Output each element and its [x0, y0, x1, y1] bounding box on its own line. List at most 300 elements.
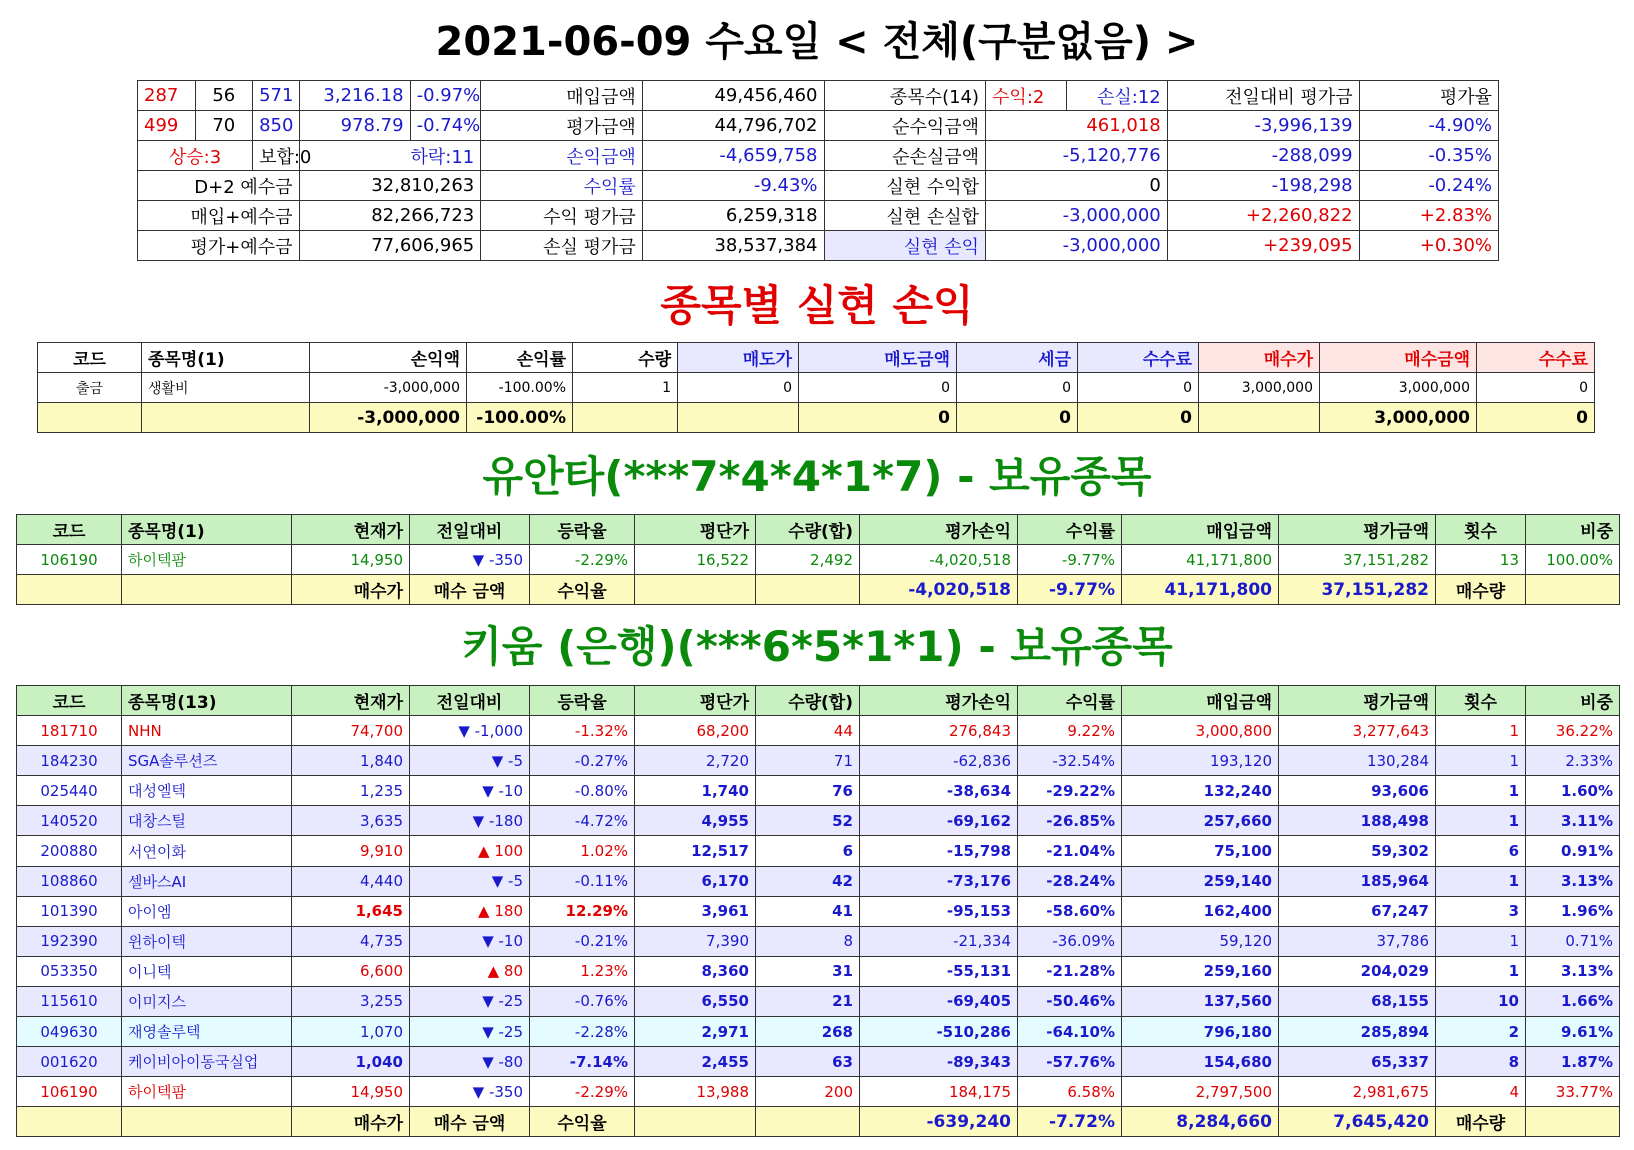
- summary-cell: 0: [986, 171, 1168, 201]
- pl-cell: -69,405: [860, 986, 1018, 1016]
- pl-cell: -38,634: [860, 776, 1018, 806]
- summary-cell: 3,216.18: [299, 81, 410, 111]
- col-header: 매수가: [1199, 343, 1320, 373]
- avg-price-cell: 3,961: [635, 896, 756, 926]
- eval-amount-cell: 68,155: [1279, 986, 1436, 1016]
- name-cell: 케이비아이동국실업: [122, 1047, 292, 1077]
- pl-cell: -73,176: [860, 866, 1018, 896]
- total-label: 수익율: [530, 575, 635, 605]
- total-row: [38, 403, 1595, 433]
- summary-row: [138, 81, 1499, 111]
- eval-amount-cell: 188,498: [1279, 806, 1436, 836]
- summary-cell: -198,298: [1167, 171, 1359, 201]
- summary-cell: 평가금액: [481, 111, 643, 141]
- col-header: 수수료: [1078, 343, 1199, 373]
- qty-cell: 8: [756, 926, 860, 956]
- buy-amount-cell: 257,660: [1122, 806, 1279, 836]
- table-row: [38, 373, 1595, 403]
- return-cell: -26.85%: [1018, 806, 1122, 836]
- triangle-down-icon: ▼: [482, 932, 499, 951]
- return-cell: -58.60%: [1018, 896, 1122, 926]
- summary-cell: 평가율: [1359, 81, 1498, 111]
- total-cell: [756, 1107, 860, 1137]
- rate-cell: -1.32%: [530, 716, 635, 746]
- qty-cell: 42: [756, 866, 860, 896]
- count-cell: 10: [1436, 986, 1526, 1016]
- change-cell: [410, 806, 530, 836]
- summary-cell: 32,810,263: [299, 171, 481, 201]
- count-cell: 1: [1436, 746, 1526, 776]
- price-cell: 14,950: [292, 545, 410, 575]
- change-cell: [410, 1047, 530, 1077]
- summary-cell: 하락:11: [299, 141, 481, 171]
- buy-amount-cell: 41,171,800: [1122, 545, 1279, 575]
- rate-cell: 1.02%: [530, 836, 635, 866]
- yuanta-section-title: 유안타(***7*4*4*1*7) - 보유종목: [482, 452, 1152, 501]
- triangle-down-icon: ▼: [472, 550, 489, 569]
- change-value: -1,000: [474, 721, 523, 740]
- summary-cell: +0.30%: [1359, 231, 1498, 261]
- weight-cell: 33.77%: [1526, 1077, 1620, 1107]
- col-header: 횟수: [1436, 686, 1526, 716]
- triangle-up-icon: ▲: [487, 962, 504, 981]
- name-cell: 이미지스: [122, 986, 292, 1016]
- qty-cell: 76: [756, 776, 860, 806]
- summary-cell: +239,095: [1167, 231, 1359, 261]
- avg-price-cell: 7,390: [635, 926, 756, 956]
- name-cell: NHN: [122, 716, 292, 746]
- eval-amount-cell: 93,606: [1279, 776, 1436, 806]
- price-cell: 1,070: [292, 1017, 410, 1047]
- total-cell: 0: [957, 403, 1078, 433]
- name-cell: 셀바스AI: [122, 866, 292, 896]
- eval-amount-cell: 3,277,643: [1279, 716, 1436, 746]
- price-cell: 14,950: [292, 1077, 410, 1107]
- table-row: [17, 866, 1620, 896]
- change-value: 80: [503, 962, 523, 981]
- total-cell: -100.00%: [467, 403, 573, 433]
- avg-price-cell: 6,550: [635, 986, 756, 1016]
- name-cell: 윈하이텍: [122, 926, 292, 956]
- avg-price-cell: 6,170: [635, 866, 756, 896]
- change-cell: [410, 926, 530, 956]
- value-cell: 0: [799, 373, 957, 403]
- rate-cell: -7.14%: [530, 1047, 635, 1077]
- return-cell: -21.04%: [1018, 836, 1122, 866]
- name-cell: 대창스틸: [122, 806, 292, 836]
- total-cell: 0: [799, 403, 957, 433]
- summary-cell: +2,260,822: [1167, 201, 1359, 231]
- return-cell: -50.46%: [1018, 986, 1122, 1016]
- code-cell: 184230: [17, 746, 122, 776]
- count-cell: 13: [1436, 545, 1526, 575]
- triangle-down-icon: ▼: [482, 781, 499, 800]
- summary-cell: 실현 손익: [824, 231, 986, 261]
- table-row: [17, 986, 1620, 1016]
- triangle-down-icon: ▼: [482, 992, 499, 1011]
- summary-cell: 보합:0: [253, 141, 299, 171]
- change-cell: [410, 956, 530, 986]
- triangle-down-icon: ▼: [482, 1052, 499, 1071]
- avg-price-cell: 2,720: [635, 746, 756, 776]
- realized-table: [37, 342, 1595, 433]
- pl-cell: -95,153: [860, 896, 1018, 926]
- col-header: 수수료: [1477, 343, 1595, 373]
- total-cell: [17, 1107, 122, 1137]
- summary-cell: 매입+예수금: [138, 201, 300, 231]
- avg-price-cell: 16,522: [635, 545, 756, 575]
- rate-cell: -0.27%: [530, 746, 635, 776]
- summary-cell: 44,796,702: [642, 111, 824, 141]
- value-cell: -3,000,000: [310, 373, 467, 403]
- buy-amount-cell: 137,560: [1122, 986, 1279, 1016]
- count-cell: 2: [1436, 1017, 1526, 1047]
- total-cell: [142, 403, 310, 433]
- price-cell: 3,255: [292, 986, 410, 1016]
- code-cell: 053350: [17, 956, 122, 986]
- name-cell: 재영솔루텍: [122, 1017, 292, 1047]
- table-row: [17, 716, 1620, 746]
- summary-cell: 571: [253, 81, 299, 111]
- col-header: 전일대비: [410, 686, 530, 716]
- rate-cell: -4.72%: [530, 806, 635, 836]
- total-label: 수익율: [530, 1107, 635, 1137]
- summary-cell: 전일대비 평가금: [1167, 81, 1359, 111]
- summary-cell: 수익률: [481, 171, 643, 201]
- col-header: 매입금액: [1122, 686, 1279, 716]
- summary-cell: -4,659,758: [642, 141, 824, 171]
- summary-cell: -0.74%: [410, 111, 481, 141]
- summary-cell: 70: [195, 111, 253, 141]
- total-eval: 7,645,420: [1279, 1107, 1436, 1137]
- price-cell: 4,735: [292, 926, 410, 956]
- buy-amount-cell: 132,240: [1122, 776, 1279, 806]
- weight-cell: 9.61%: [1526, 1017, 1620, 1047]
- total-cell: [17, 575, 122, 605]
- name-cell: 아이엠: [122, 896, 292, 926]
- name-cell: 서연이화: [122, 836, 292, 866]
- page-title: 2021-06-09 수요일 < 전체(구분없음) >: [435, 19, 1199, 65]
- summary-cell: -3,996,139: [1167, 111, 1359, 141]
- col-header: 비중: [1526, 686, 1620, 716]
- triangle-down-icon: ▼: [472, 811, 489, 830]
- code-cell: 140520: [17, 806, 122, 836]
- buy-amount-cell: 75,100: [1122, 836, 1279, 866]
- qty-cell: 6: [756, 836, 860, 866]
- rate-cell: -0.76%: [530, 986, 635, 1016]
- col-header: 세금: [957, 343, 1078, 373]
- summary-cell: -9.43%: [642, 171, 824, 201]
- total-cell: [1199, 403, 1320, 433]
- summary-row: [138, 111, 1499, 141]
- weight-cell: 3.11%: [1526, 806, 1620, 836]
- pl-cell: -62,836: [860, 746, 1018, 776]
- summary-cell: -0.97%: [410, 81, 481, 111]
- total-cell: [1526, 575, 1620, 605]
- eval-amount-cell: 37,786: [1279, 926, 1436, 956]
- summary-cell: 손실:12: [1066, 81, 1167, 111]
- avg-price-cell: 2,455: [635, 1047, 756, 1077]
- total-label: 매수가: [292, 1107, 410, 1137]
- rate-cell: -2.28%: [530, 1017, 635, 1047]
- triangle-down-icon: ▼: [472, 1082, 489, 1101]
- total-label: 매수 금액: [410, 575, 530, 605]
- qty-cell: 200: [756, 1077, 860, 1107]
- price-cell: 3,635: [292, 806, 410, 836]
- change-value: 180: [494, 902, 523, 921]
- eval-amount-cell: 67,247: [1279, 896, 1436, 926]
- weight-cell: 1.66%: [1526, 986, 1620, 1016]
- table-row: [17, 545, 1620, 575]
- eval-amount-cell: 185,964: [1279, 866, 1436, 896]
- return-cell: -9.77%: [1018, 545, 1122, 575]
- total-label: 매수량: [1436, 1107, 1526, 1137]
- total-cell: [38, 403, 142, 433]
- avg-price-cell: 4,955: [635, 806, 756, 836]
- price-cell: 1,040: [292, 1047, 410, 1077]
- avg-price-cell: 8,360: [635, 956, 756, 986]
- total-eval: 37,151,282: [1279, 575, 1436, 605]
- weight-cell: 1.87%: [1526, 1047, 1620, 1077]
- total-cell: [635, 575, 756, 605]
- buy-amount-cell: 3,000,800: [1122, 716, 1279, 746]
- buy-amount-cell: 154,680: [1122, 1047, 1279, 1077]
- table-row: [17, 776, 1620, 806]
- total-cell: [122, 1107, 292, 1137]
- weight-cell: 0.91%: [1526, 836, 1620, 866]
- qty-cell: 31: [756, 956, 860, 986]
- buy-amount-cell: 2,797,500: [1122, 1077, 1279, 1107]
- count-cell: 1: [1436, 866, 1526, 896]
- buy-amount-cell: 259,140: [1122, 866, 1279, 896]
- pl-cell: -69,162: [860, 806, 1018, 836]
- price-cell: 1,645: [292, 896, 410, 926]
- buy-amount-cell: 259,160: [1122, 956, 1279, 986]
- table-row: [17, 836, 1620, 866]
- code-cell: 101390: [17, 896, 122, 926]
- rate-cell: -0.21%: [530, 926, 635, 956]
- col-header: 등락율: [530, 686, 635, 716]
- change-value: -350: [488, 1082, 523, 1101]
- code-cell: 106190: [17, 1077, 122, 1107]
- summary-row: [138, 231, 1499, 261]
- total-label: 매수량: [1436, 575, 1526, 605]
- summary-cell: 순수익금액: [824, 111, 986, 141]
- total-label: 매수 금액: [410, 1107, 530, 1137]
- total-cell: [122, 575, 292, 605]
- summary-cell: -0.24%: [1359, 171, 1498, 201]
- change-value: -25: [498, 992, 523, 1011]
- code-cell: 출금: [38, 373, 142, 403]
- eval-amount-cell: 204,029: [1279, 956, 1436, 986]
- code-cell: 108860: [17, 866, 122, 896]
- return-cell: -29.22%: [1018, 776, 1122, 806]
- total-cell: [1526, 1107, 1620, 1137]
- change-cell: [410, 545, 530, 575]
- holdings-header-row: [17, 515, 1620, 545]
- col-header: 코드: [38, 343, 142, 373]
- total-buy: 41,171,800: [1122, 575, 1279, 605]
- summary-cell: -4.90%: [1359, 111, 1498, 141]
- change-value: -25: [498, 1022, 523, 1041]
- change-value: -180: [488, 811, 523, 830]
- total-cell: [635, 1107, 756, 1137]
- avg-price-cell: 68,200: [635, 716, 756, 746]
- return-cell: 6.58%: [1018, 1077, 1122, 1107]
- code-cell: 001620: [17, 1047, 122, 1077]
- value-cell: 3,000,000: [1199, 373, 1320, 403]
- value-cell: 0: [1078, 373, 1199, 403]
- summary-table: [137, 80, 1499, 261]
- name-cell: 생활비: [142, 373, 310, 403]
- change-cell: [410, 1017, 530, 1047]
- weight-cell: 2.33%: [1526, 746, 1620, 776]
- avg-price-cell: 13,988: [635, 1077, 756, 1107]
- summary-cell: 순손실금액: [824, 141, 986, 171]
- price-cell: 1,840: [292, 746, 410, 776]
- name-cell: 하이텍팜: [122, 1077, 292, 1107]
- qty-cell: 268: [756, 1017, 860, 1047]
- summary-cell: D+2 예수금: [138, 171, 300, 201]
- name-cell: 이니텍: [122, 956, 292, 986]
- col-header: 평가금액: [1279, 686, 1436, 716]
- kiwoom-holdings-table: [16, 685, 1620, 1137]
- price-cell: 4,440: [292, 866, 410, 896]
- summary-cell: 38,537,384: [642, 231, 824, 261]
- summary-cell: 6,259,318: [642, 201, 824, 231]
- triangle-down-icon: ▼: [458, 721, 475, 740]
- col-header: 매도가: [678, 343, 799, 373]
- summary-cell: 손실 평가금: [481, 231, 643, 261]
- name-cell: 하이텍팜: [122, 545, 292, 575]
- value-cell: 0: [1477, 373, 1595, 403]
- weight-cell: 3.13%: [1526, 866, 1620, 896]
- count-cell: 6: [1436, 836, 1526, 866]
- change-cell: [410, 746, 530, 776]
- yuanta-holdings-table: [16, 514, 1620, 605]
- summary-cell: 실현 손실합: [824, 201, 986, 231]
- summary-cell: 실현 수익합: [824, 171, 986, 201]
- value-cell: 0: [957, 373, 1078, 403]
- summary-row: [138, 201, 1499, 231]
- change-cell: [410, 716, 530, 746]
- code-cell: 192390: [17, 926, 122, 956]
- triangle-up-icon: ▲: [478, 902, 495, 921]
- summary-cell: -0.35%: [1359, 141, 1498, 171]
- name-cell: SGA솔루션즈: [122, 746, 292, 776]
- qty-cell: 44: [756, 716, 860, 746]
- count-cell: 1: [1436, 806, 1526, 836]
- col-header: 종목명(1): [122, 515, 292, 545]
- weight-cell: 100.00%: [1526, 545, 1620, 575]
- summary-cell: 평가+예수금: [138, 231, 300, 261]
- triangle-up-icon: ▲: [478, 842, 495, 861]
- col-header: 종목명(1): [142, 343, 310, 373]
- qty-cell: 2,492: [756, 545, 860, 575]
- count-cell: 1: [1436, 956, 1526, 986]
- col-header: 손익액: [310, 343, 467, 373]
- total-cell: [678, 403, 799, 433]
- code-cell: 049630: [17, 1017, 122, 1047]
- col-header: 수량: [573, 343, 678, 373]
- summary-cell: 수익:2: [986, 81, 1067, 111]
- buy-amount-cell: 796,180: [1122, 1017, 1279, 1047]
- eval-amount-cell: 130,284: [1279, 746, 1436, 776]
- value-cell: -100.00%: [467, 373, 573, 403]
- return-cell: -21.28%: [1018, 956, 1122, 986]
- summary-cell: 499: [138, 111, 196, 141]
- eval-amount-cell: 2,981,675: [1279, 1077, 1436, 1107]
- eval-amount-cell: 285,894: [1279, 1017, 1436, 1047]
- weight-cell: 1.60%: [1526, 776, 1620, 806]
- summary-cell: 49,456,460: [642, 81, 824, 111]
- summary-cell: 978.79: [299, 111, 410, 141]
- summary-cell: 77,606,965: [299, 231, 481, 261]
- count-cell: 4: [1436, 1077, 1526, 1107]
- summary-cell: 매입금액: [481, 81, 643, 111]
- summary-cell: 상승:3: [138, 141, 253, 171]
- value-cell: 1: [573, 373, 678, 403]
- total-cell: -3,000,000: [310, 403, 467, 433]
- table-row: [17, 1017, 1620, 1047]
- triangle-down-icon: ▼: [482, 1022, 499, 1041]
- col-header: 등락율: [530, 515, 635, 545]
- summary-cell: 461,018: [986, 111, 1168, 141]
- total-cell: 0: [1078, 403, 1199, 433]
- code-cell: 106190: [17, 545, 122, 575]
- rate-cell: 12.29%: [530, 896, 635, 926]
- col-header: 수익률: [1018, 686, 1122, 716]
- buy-amount-cell: 59,120: [1122, 926, 1279, 956]
- count-cell: 1: [1436, 776, 1526, 806]
- change-cell: [410, 1077, 530, 1107]
- table-row: [17, 806, 1620, 836]
- summary-cell: 손익금액: [481, 141, 643, 171]
- col-header: 평단가: [635, 515, 756, 545]
- col-header: 매입금액: [1122, 515, 1279, 545]
- total-row: [17, 1107, 1620, 1137]
- price-cell: 6,600: [292, 956, 410, 986]
- pl-cell: 276,843: [860, 716, 1018, 746]
- avg-price-cell: 2,971: [635, 1017, 756, 1047]
- total-buy: 8,284,660: [1122, 1107, 1279, 1137]
- change-value: -10: [498, 932, 523, 951]
- pl-cell: 184,175: [860, 1077, 1018, 1107]
- qty-cell: 71: [756, 746, 860, 776]
- weight-cell: 1.96%: [1526, 896, 1620, 926]
- summary-cell: 종목수(14): [824, 81, 986, 111]
- summary-cell: 82,266,723: [299, 201, 481, 231]
- summary-cell: 수익 평가금: [481, 201, 643, 231]
- code-cell: 115610: [17, 986, 122, 1016]
- name-cell: 대성엘텍: [122, 776, 292, 806]
- summary-cell: 56: [195, 81, 253, 111]
- table-row: [17, 896, 1620, 926]
- return-cell: -36.09%: [1018, 926, 1122, 956]
- rate-cell: -2.29%: [530, 545, 635, 575]
- return-cell: -32.54%: [1018, 746, 1122, 776]
- total-cell: 3,000,000: [1320, 403, 1477, 433]
- realized-section-title: 종목별 실현 손익: [660, 281, 974, 330]
- return-cell: -28.24%: [1018, 866, 1122, 896]
- pl-cell: -4,020,518: [860, 545, 1018, 575]
- summary-cell: -3,000,000: [986, 201, 1168, 231]
- summary-cell: 287: [138, 81, 196, 111]
- total-cell: [573, 403, 678, 433]
- col-header: 손익률: [467, 343, 573, 373]
- total-label: 매수가: [292, 575, 410, 605]
- total-return: -9.77%: [1018, 575, 1122, 605]
